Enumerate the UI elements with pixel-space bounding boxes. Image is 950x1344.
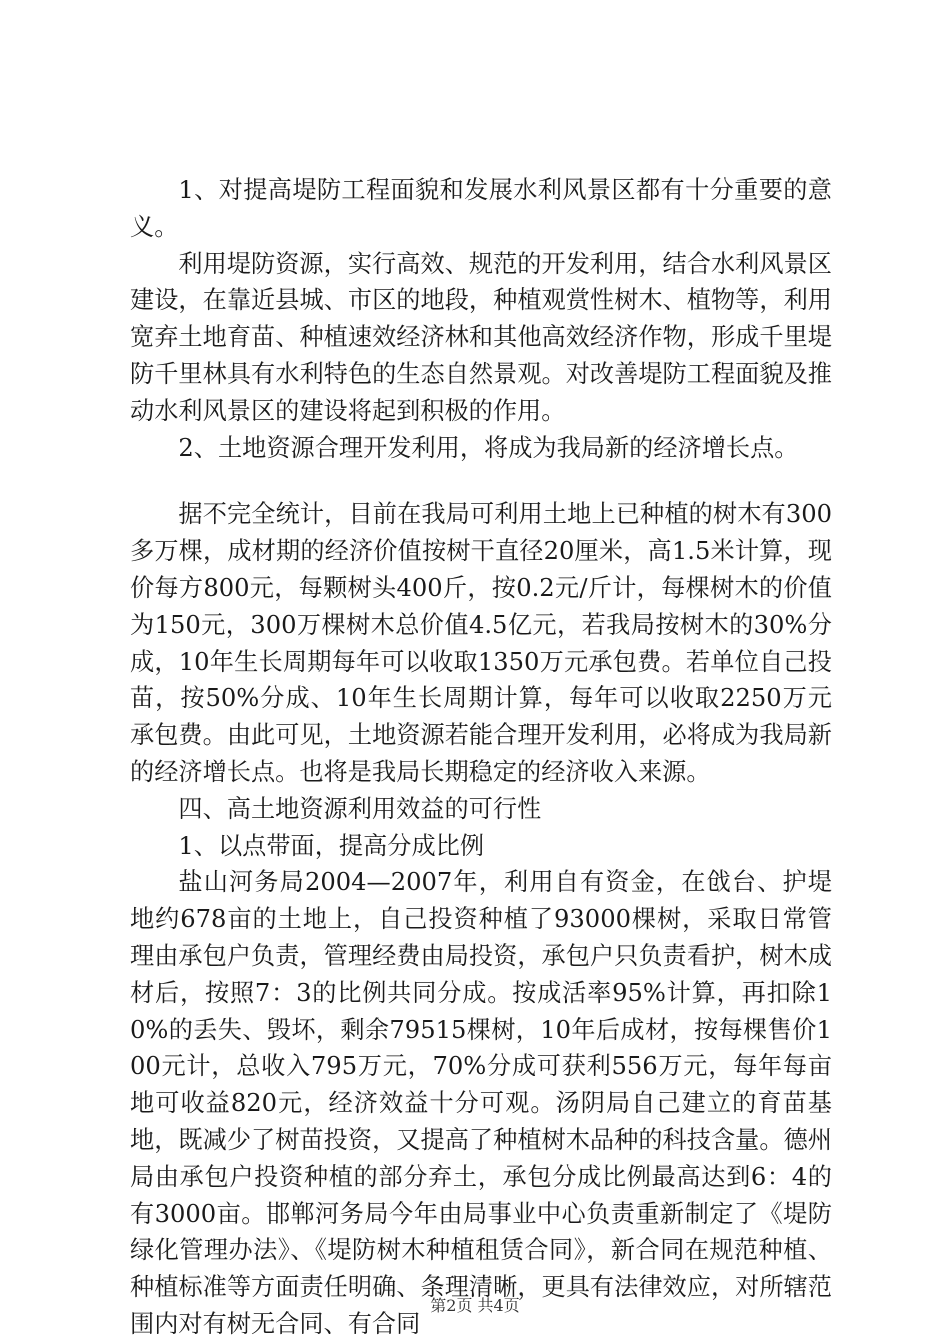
paragraph-yanshan-case: 盐山河务局2004—2007年，利用自有资金，在戗台、护堤地约678亩的土地上，自己投资种植了93000棵树，采取日常管理由承包户负责，管理经费由局投资，承包户只负责看护，树木成材后，按照7：3的比例共同分成。按成活率95%计算，再扣除10%的丢失、毁坏，剩余79515棵树，10年后成材，按每棵售价100元计，总收入795万元，70%分成可获利556万元，每年每亩地可收益820元，经济效益十分可观。汤阴局自己建立的育苗基地，既减少了树苗投资，又提高了种植树木品种的科技含量。德州局由承包户投资种植的部分弃土，承包分成比例最高达到6：4的有3000亩。邯郸河务局今年由局事业中心负责重新制定了《堤防绿化管理办法》、《堤防树木种植租赁合同》，新合同在规范种植、种植标准等方面责任明确、条理清晰，更具有法律效应，对所辖范围内对有树无合同、有合同 — [130, 868, 832, 1338]
section-heading-feasibility: 四、高土地资源利用效益的可行性 — [178, 794, 542, 823]
subheading-item-1: 1、以点带面，提高分成比例 — [178, 831, 485, 860]
page-footer: 第2页 共4页 — [430, 1296, 520, 1315]
paragraph-landscape: 利用堤防资源，实行高效、规范的开发利用，结合水利风景区建设，在靠近县城、市区的地段，种植观赏性树木、植物等，利用宽弃土地育苗、种植速效经济林和其他高效经济作物，形成千里堤防千里林具有水利特色的生态自然景观。对改善堤防工程面貌及推动水利风景区的建设将起到积极的作用。 — [130, 249, 832, 425]
paragraph-spacer — [130, 466, 832, 496]
paragraph-growth-point-item-2: 2、土地资源合理开发利用，将成为我局新的经济增长点。 — [178, 433, 799, 462]
document-body — [130, 172, 832, 1343]
paragraph-significance-item-1: 1、对提高堤防工程面貌和发展水利风景区都有十分重要的意义。 — [130, 176, 832, 241]
paragraph-statistics: 据不完全统计，目前在我局可利用土地上已种植的树木有300多万棵，成材期的经济价值按树干直径20厘米，高1.5米计算，现价每方800元，每颗树头400斤，按0.2元/斤计，每棵树木的价值为150元，300万棵树木总价值4.5亿元，若我局按树木的30%分成，10年生长周期每年可以收取1350万元承包费。若单位自己投苗，按50%分成、10年生长周期计算，每年可以收取2250万元承包费。由此可见，土地资源若能合理开发利用，必将成为我局新的经济增长点。也将是我局长期稳定的经济收入来源。 — [130, 500, 832, 786]
